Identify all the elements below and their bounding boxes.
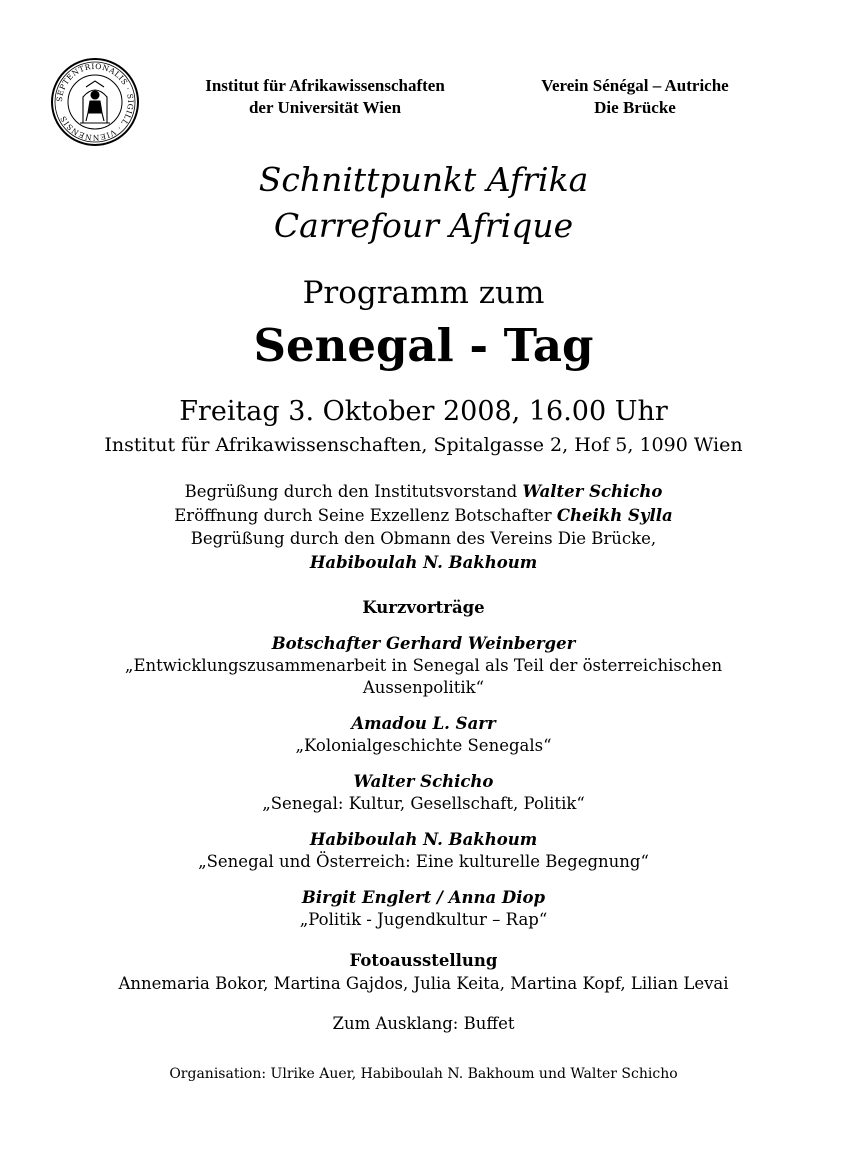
talk-title: „Senegal: Kultur, Gesellschaft, Politik“	[262, 794, 585, 813]
greeting-person: Habiboulah N. Bakhoum	[309, 552, 538, 572]
talk-item	[0, 633, 847, 699]
talk-title-cont: Aussenpolitik“	[362, 678, 485, 697]
talk-speaker: Walter Schicho	[353, 772, 494, 791]
greeting-person: Walter Schicho	[522, 482, 663, 501]
header-institute	[170, 75, 480, 119]
program-title: Senegal - Tag	[253, 319, 594, 372]
greetings-block	[0, 480, 847, 574]
talk-speaker: Birgit Englert / Anna Diop	[301, 888, 546, 907]
program-intro: Programm zum	[302, 275, 545, 311]
photo-exhibition-heading: Fotoausstellung	[349, 951, 498, 970]
organisation-credit: Organisation: Ulrike Auer, Habiboulah N. Bakhoum und Walter Schicho	[169, 1066, 678, 1082]
greeting-line	[0, 527, 847, 551]
talk-title: „Entwicklungszusammenarbeit in Senegal als Teil der österreichischen	[124, 656, 723, 675]
greeting-line	[0, 504, 847, 528]
talk-speaker: Botschafter Gerhard Weinberger	[271, 634, 576, 653]
talk-speaker: Habiboulah N. Bakhoum	[309, 830, 538, 849]
talk-title: „Kolonialgeschichte Senegals“	[295, 736, 552, 755]
greeting-line	[0, 480, 847, 504]
talk-item	[0, 887, 847, 931]
greeting-person: Cheikh Sylla	[556, 505, 673, 525]
talks-heading: Kurzvorträge	[362, 598, 485, 617]
title-line2: Carrefour Afrique	[273, 206, 574, 245]
event-date: Freitag 3. Oktober 2008, 16.00 Uhr	[179, 396, 668, 427]
university-seal-icon	[50, 57, 140, 147]
header-association-line1: Verein Sénégal – Autriche	[541, 76, 729, 95]
event-address: Institut für Afrikawissenschaften, Spitalgasse 2, Hof 5, 1090 Wien	[104, 434, 743, 456]
closing-buffet: Zum Ausklang: Buffet	[332, 1014, 515, 1033]
talk-title: „Senegal und Österreich: Eine kulturelle Begegnung“	[198, 852, 649, 871]
talks-list	[0, 633, 847, 945]
header-institute-line2: der Universität Wien	[248, 98, 402, 117]
greeting-text: Begrüßung durch den Institutsvorstand	[184, 482, 523, 501]
photo-exhibition-names: Annemaria Bokor, Martina Gajdos, Julia Keita, Martina Kopf, Lilian Levai	[118, 974, 729, 993]
greeting-text: Eröffnung durch Seine Exzellenz Botschafter	[174, 505, 557, 525]
header-association	[505, 75, 765, 119]
talk-item	[0, 829, 847, 873]
talk-title: „Politik - Jugendkultur – Rap“	[299, 910, 548, 929]
greeting-line	[0, 551, 847, 575]
talk-speaker: Amadou L. Sarr	[351, 714, 496, 733]
title-line1: Schnittpunkt Afrika	[258, 160, 589, 199]
header-association-line2: Die Brücke	[594, 98, 676, 117]
header-institute-line1: Institut für Afrikawissenschaften	[205, 76, 445, 95]
talk-item	[0, 713, 847, 757]
seal-ring-text: SEPTENTRIONALIS · SIGILL · VIENNENSIS	[54, 61, 136, 143]
talk-item	[0, 771, 847, 815]
greeting-text: Begrüßung durch den Obmann des Vereins Die Brücke,	[190, 529, 657, 548]
